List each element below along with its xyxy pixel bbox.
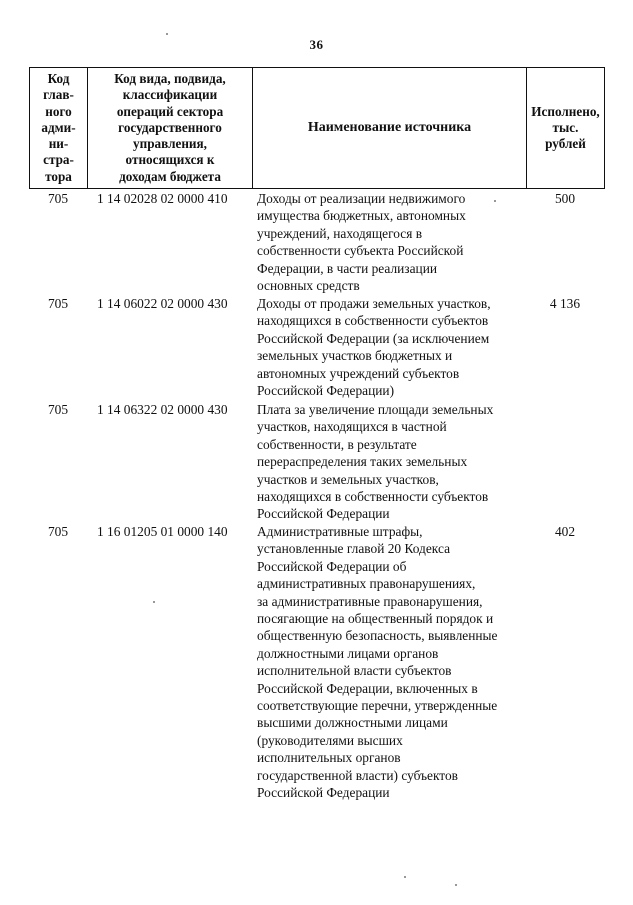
row-source-name: Доходы от реализации недвижимого имущества бюджетных, автономных учреждений, находящегося в собственности субъекта Российской Федерации, в части реализации основных средств xyxy=(257,191,466,294)
row-source-name: Плата за увеличение площади земельных участков, находящихся в частной собственности, в результате перераспределения таких земельных участков и земельных участков, находящихся в собственности субъектов Российской Федерации xyxy=(257,402,494,522)
scan-speck xyxy=(455,884,457,886)
row-admin-code: 705 xyxy=(47,296,69,311)
row-source-name: Доходы от продажи земельных участков, находящихся в собственности субъектов Российской Федерации (за исключением земельных участков бюджетных и автономных учреждений субъектов Российской Федерации) xyxy=(257,296,491,399)
row-amount: 500 xyxy=(554,191,576,206)
row-classification-code: 1 16 01205 01 0000 140 xyxy=(97,524,228,539)
row-source-name: Административные штрафы, установленные главой 20 Кодекса Российской Федерации об административных правонарушениях, за административные правонарушения, посягающие на общественный порядок и общественную безопасность, выявленные должностными лицами органов исполнительной власти субъектов Российской Федерации, включенных в соответствующие перечни, утвержденные высшими должностными лицами (руководителями высших исполнительных органов государственной власти) субъектов Российской Федерации xyxy=(257,524,498,801)
row-classification-code: 1 14 06022 02 0000 430 xyxy=(97,296,228,311)
header-admin-code: Код глав- ного адми- ни- стра- тора xyxy=(30,68,88,189)
scan-speck xyxy=(404,876,406,878)
scan-speck xyxy=(494,200,496,202)
table-header xyxy=(29,67,605,189)
header-executed: Исполнено, тыс. рублей xyxy=(527,68,605,189)
row-amount: 4 136 xyxy=(549,296,581,311)
row-admin-code: 705 xyxy=(47,191,69,206)
page-number: 36 xyxy=(309,37,324,52)
scan-speck xyxy=(153,601,155,603)
row-admin-code: 705 xyxy=(47,524,69,539)
scan-speck xyxy=(166,33,168,35)
row-classification-code: 1 14 02028 02 0000 410 xyxy=(97,191,228,206)
row-admin-code: 705 xyxy=(47,402,69,417)
row-amount: 402 xyxy=(554,524,576,539)
header-type-code: Код вида, подвида, классификации операций сектора государственного управления, относящихся к доходам бюджета xyxy=(88,68,253,189)
header-source-name: Наименование источника xyxy=(253,68,527,189)
row-classification-code: 1 14 06322 02 0000 430 xyxy=(97,402,228,417)
